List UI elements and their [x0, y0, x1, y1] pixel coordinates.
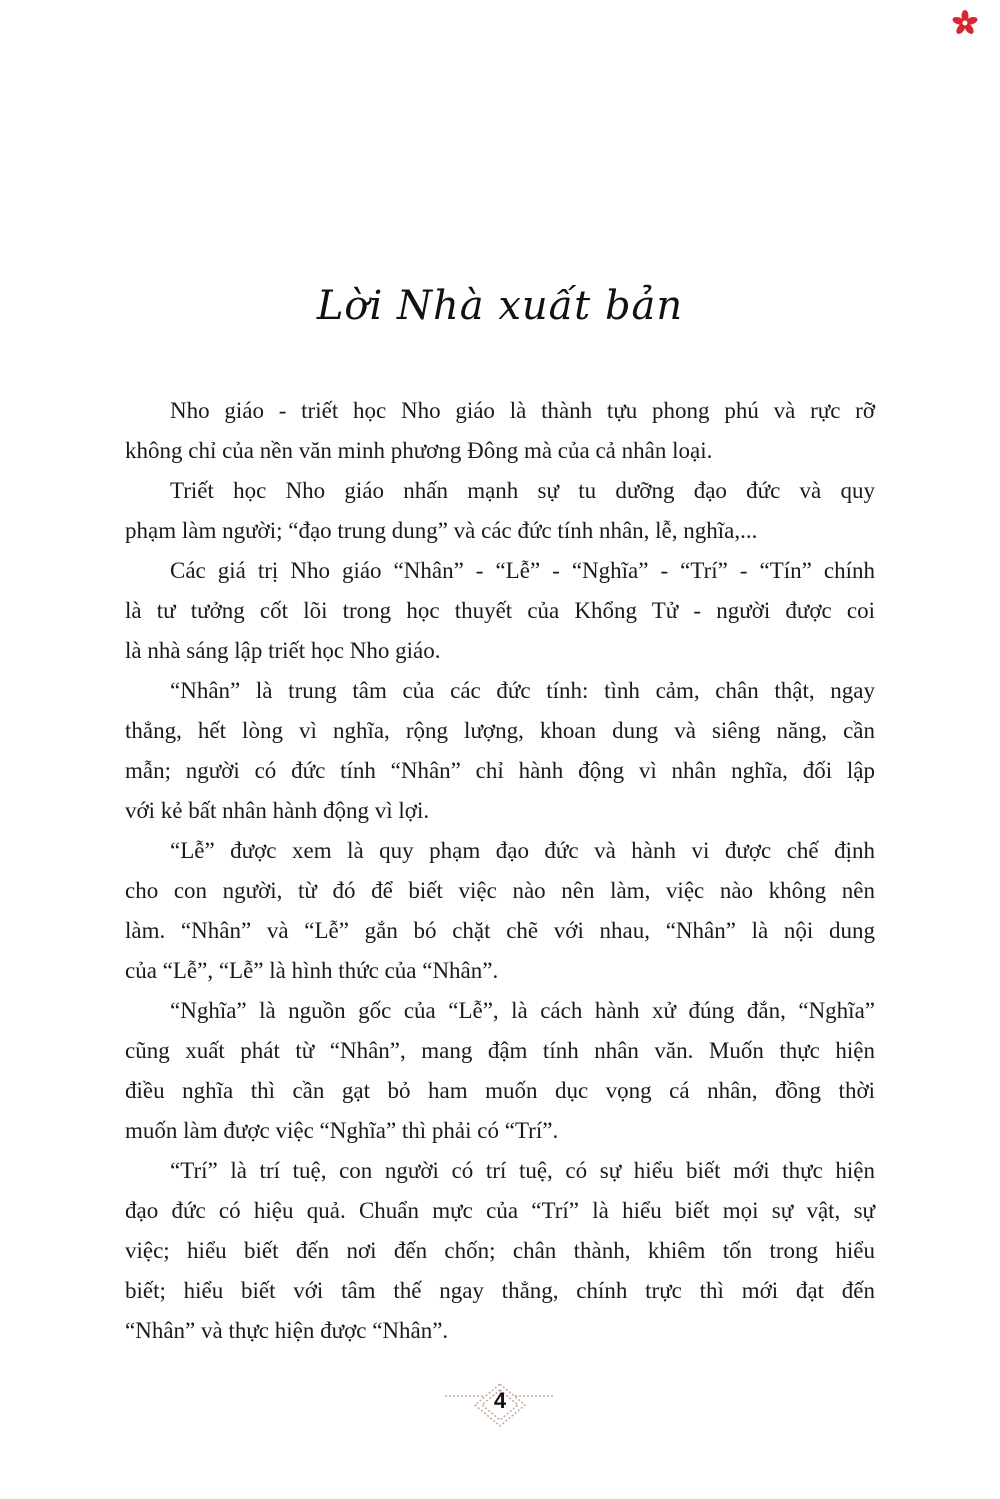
text-line: với kẻ bất nhân hành động vì lợi. [125, 798, 430, 823]
text-line: Các giá trị Nho giáo “Nhân” - “Lễ” - “Nghĩa” - “Trí” - “Tín” chính [170, 558, 875, 583]
text-line: Triết học Nho giáo nhấn mạnh sự tu dưỡng đạo đức và quy [170, 478, 875, 503]
text-line: của “Lễ”, “Lễ” là hình thức của “Nhân”. [125, 958, 499, 983]
text-line: Nho giáo - triết học Nho giáo là thành tựu phong phú và rực rỡ [170, 398, 875, 423]
text-line: muốn làm được việc “Nghĩa” thì phải có “Trí”. [125, 1118, 559, 1143]
text-line: “Lễ” được xem là quy phạm đạo đức và hành vi được chế định [170, 838, 875, 863]
text-line: là nhà sáng lập triết học Nho giáo. [125, 638, 441, 663]
text-line: biết; hiểu biết với tâm thế ngay thẳng, chính trực thì mới đạt đến [125, 1278, 875, 1303]
text-line: điều nghĩa thì cần gạt bỏ ham muốn dục vọng cá nhân, đồng thời [125, 1078, 875, 1103]
flower-icon [952, 10, 978, 36]
text-line: là tư tưởng cốt lõi trong học thuyết của Khổng Tử - người được coi [125, 598, 875, 623]
text-line: phạm làm người; “đạo trung dung” và các đức tính nhân, lễ, nghĩa,... [125, 518, 758, 543]
text-line: việc; hiểu biết đến nơi đến chốn; chân thành, khiêm tốn trong hiểu [125, 1238, 875, 1263]
text-line: làm. “Nhân” và “Lễ” gắn bó chặt chẽ với nhau, “Nhân” là nội dung [125, 918, 875, 943]
page-number-ornament [440, 1380, 560, 1430]
text-line: “Nhân” là trung tâm của các đức tính: tình cảm, chân thật, ngay [170, 678, 875, 703]
text-line: không chỉ của nền văn minh phương Đông mà của cả nhân loại. [125, 438, 713, 463]
page-title: Lời Nhà xuất bản [316, 283, 684, 329]
text-line: cũng xuất phát từ “Nhân”, mang đậm tính nhân văn. Muốn thực hiện [125, 1038, 875, 1063]
text-line: “Trí” là trí tuệ, con người có trí tuệ, có sự hiểu biết mới thực hiện [170, 1158, 875, 1183]
text-line: thẳng, hết lòng vì nghĩa, rộng lượng, khoan dung và siêng năng, cần [125, 718, 875, 743]
text-line: đạo đức có hiệu quả. Chuẩn mực của “Trí” là hiểu biết mọi sự vật, sự [125, 1198, 875, 1223]
text-line: mẫn; người có đức tính “Nhân” chỉ hành động vì nhân nghĩa, đối lập [125, 758, 875, 783]
text-line: “Nhân” và thực hiện được “Nhân”. [125, 1318, 449, 1343]
text-line: cho con người, từ đó để biết việc nào nên làm, việc nào không nên [125, 878, 875, 903]
body-text [125, 391, 875, 1351]
page-number: 4 [493, 1388, 507, 1413]
text-line: “Nghĩa” là nguồn gốc của “Lễ”, là cách hành xử đúng đắn, “Nghĩa” [170, 998, 875, 1023]
